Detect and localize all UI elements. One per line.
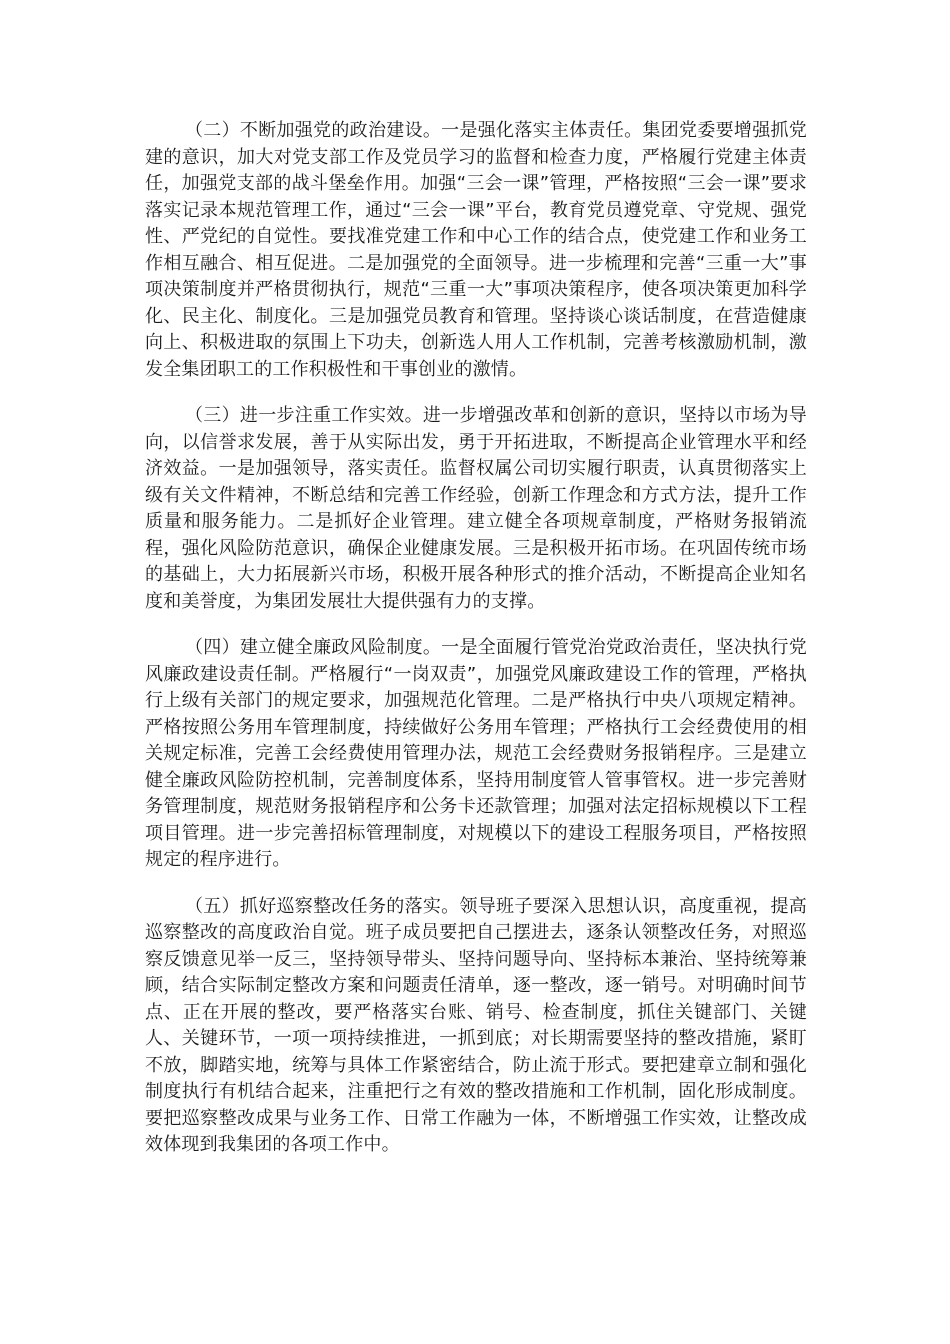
paragraph-section-5: （五）抓好巡察整改任务的落实。领导班子要深入思想认识，高度重视，提高巡察整改的高度政治自觉。班子成员要把自己摆进去，逐条认领整改任务，对照巡察反馈意见举一反三，坚持领导带头、坚持问题导向、坚持标本兼治、坚持统筹兼顾，结合实际制定整改方案和问题责任清单，逐一整改，逐一销号。对明确时间节点、正在开展的整改，要严格落实台账、销号、检查制度，抓住关键部门、关键人、关键环节，一项一项持续推进，一抓到底；对长期需要坚持的整改措施，紧盯不放，脚踏实地，统筹与具体工作紧密结合，防止流于形式。要把建章立制和强化制度执行有机结合起来，注重把行之有效的整改措施和工作机制，固化形成制度。要把巡察整改成果与业务工作、日常工作融为一体，不断增强工作实效，让整改成效体现到我集团的各项工作中。 xyxy=(145,895,807,1155)
document-body xyxy=(145,118,807,1179)
paragraph-section-4: （四）建立健全廉政风险制度。一是全面履行管党治党政治责任，坚决执行党风廉政建设责任制。严格履行“一岗双责”，加强党风廉政建设工作的管理，严格执行上级有关部门的规定要求，加强规范化管理。二是严格执行中央八项规定精神。严格按照公务用车管理制度，持续做好公务用车管理；严格执行工会经费使用的相关规定标准，完善工会经费使用管理办法，规范工会经费财务报销程序。三是建立健全廉政风险防控机制，完善制度体系，坚持用制度管人管事管权。进一步完善财务管理制度，规范财务报销程序和公务卡还款管理；加强对法定招标规模以下工程项目管理。进一步完善招标管理制度，对规模以下的建设工程服务项目，严格按照规定的程序进行。 xyxy=(145,637,807,870)
paragraph-section-2: （二）不断加强党的政治建设。一是强化落实主体责任。集团党委要增强抓党建的意识，加大对党支部工作及党员学习的监督和检查力度，严格履行党建主体责任，加强党支部的战斗堡垒作用。加强“三会一课”管理，严格按照“三会一课”要求落实记录本规范管理工作，通过“三会一课”平台，教育党员遵党章、守党规、强党性、严党纪的自觉性。要找准党建工作和中心工作的结合点，使党建工作和业务工作相互融合、相互促进。二是加强党的全面领导。进一步梳理和完善“三重一大”事项决策制度并严格贯彻执行，规范“三重一大”事项决策程序，使各项决策更加科学化、民主化、制度化。三是加强党员教育和管理。坚持谈心谈话制度，在营造健康向上、积极进取的氛围上下功夫，创新选人用人工作机制，完善考核激励机制，激发全集团职工的工作积极性和干事创业的激情。 xyxy=(145,120,807,380)
paragraph-section-3: （三）进一步注重工作实效。进一步增强改革和创新的意识，坚持以市场为导向，以信誉求发展，善于从实际出发，勇于开拓进取，不断提高企业管理水平和经济效益。一是加强领导，落实责任。监督权属公司切实履行职责，认真贯彻落实上级有关文件精神，不断总结和完善工作经验，创新工作理念和方式方法，提升工作质量和服务能力。二是抓好企业管理。建立健全各项规章制度，严格财务报销流程，强化风险防范意识，确保企业健康发展。三是积极开拓市场。在巩固传统市场的基础上，大力拓展新兴市场，积极开展各种形式的推介活动，不断提高企业知名度和美誉度，为集团发展壮大提供强有力的支撑。 xyxy=(145,405,807,612)
